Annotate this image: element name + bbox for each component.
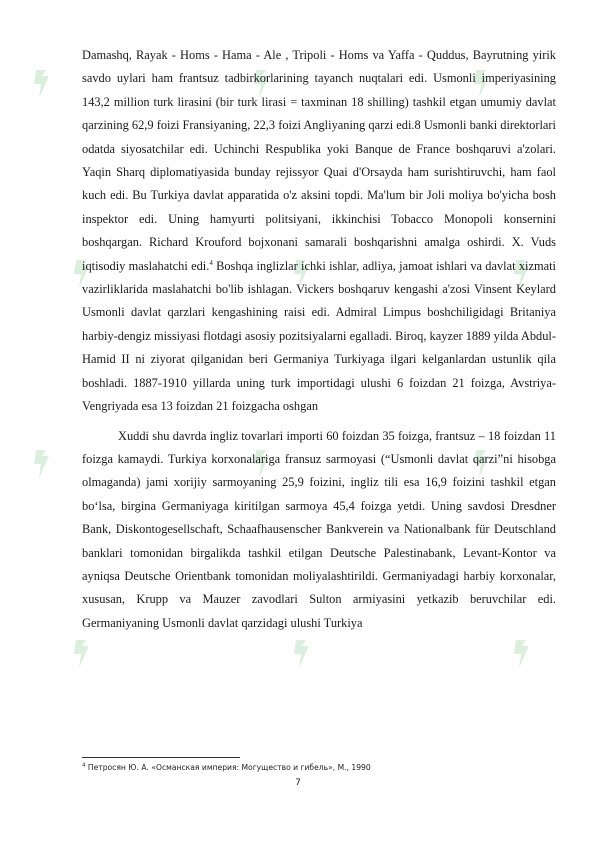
footnote-reference[interactable]: 4 [209, 258, 213, 267]
footnote-mark: 4 [82, 762, 86, 769]
watermark-mark [294, 640, 309, 668]
paragraph-1 [82, 44, 556, 419]
body-text [82, 44, 556, 635]
watermark-mark [34, 70, 49, 98]
paragraph-1-text-continued: Boshqa inglizlar ichki ishlar, adliya, jamoat ishlari va davlat xizmati vazirliklarida maslahatchi bo'lib ishlagan. Vickers boshqaruv kengashi a'zosi Vinsent Keylard Usmonli davlat qarzlari kengashining raisi edi. Admiral Limpus boshchiligidagi Britaniya harbiy-dengiz missiyasi flotdagi asosiy pozitsiyalarni egalladi. Biroq, kayzer 1889 yilda Abdul-Hamid II ni ziyorat qilganidan beri Germaniya Turkiyaga ilgari kelganlardan ustunlik qila boshladi. 1887-1910 yillarda uning turk importidagi ulushi 6 foizdan 21 foizga, Avstriya-Vengriyada esa 13 foizdan 21 foizgacha oshgan [82, 258, 556, 414]
footnote-divider [82, 757, 240, 758]
page-number: 7 [295, 778, 301, 788]
footnote [82, 763, 556, 772]
paragraph-2: Xuddi shu davrda ingliz tovarlari importi 60 foizdan 35 foizga, frantsuz – 18 foizdan 11 foizga kamaydi. Turkiya korxonalariga fransuz sarmoyasi (“Usmonli davlat qarzi”ni hisobga olmaganda) jami xorijiy sarmoyaning 25,9 foizini, ingliz tili esa 16,9 foizini tashkil etgan bo‘lsa, birgina Germaniyaga kiritilgan sarmoya 45,4 foizga yetdi. Uning savdosi Dresdner Bank, Diskontogesellschaft, Schaafhausenscher Bankverein va Nationalbank für Deutschland banklari tomonidan birgalikda tashkil etilgan Deutsche Palestinabank, Levant-Kontor va ayniqsa Deutsche Orientbank tomonidan moliyalashtirildi. Germaniyadagi harbiy korxonalar, xususan, Krupp va Mauzer zavodlari Sulton armiyasini yetkazib beruvchilar edi. Germaniyaning Usmonli davlat qarzidagi ulushi Turkiya [82, 428, 556, 630]
watermark-mark [34, 450, 49, 478]
watermark-mark [74, 640, 89, 668]
footnote-text: Петросян Ю. А. «Османская империя: Могущество и гибель», М., 1990 [85, 763, 371, 772]
paragraph-1-text: Damashq, Rayak - Homs - Hama - Ale , Tripoli - Homs va Yaffa - Quddus, Bayrutning yirik savdo uylari ham frantsuz tadbirkorlarining tayanch nuqtalari edi. Usmonli imperiyasining 143,2 million turk lirasini (bir turk lirasi = taxminan 18 shilling) tashkil etgan umumiy davlat qarzining 62,9 foizi Fransiyaning, 22,3 foizi Angliyaning qarzi edi.8 Usmonli banki direktorlari odatda siyosatchilar edi. Uchinchi Respublika yoki Banque de France boshqaruvi a'zolari. Yaqin Sharq diplomatiyasida bunday rejissyor Quai d'Orsayda ham surishtiruvchi, ham faol kuch edi. Bu Turkiya davlat apparatida o'z aksini topdi. Ma'lum bir Joli moliya bo'yicha bosh inspektor edi. Uning hamyurti politsiyani, ikkinchisi Tobacco Monopoli konsernini boshqargan. Richard Krouford bojxonani samarali boshqarishni amalga oshirdi. X. Vuds iqtisodiy maslahatchi edi. [82, 48, 556, 273]
watermark-mark [514, 640, 529, 668]
